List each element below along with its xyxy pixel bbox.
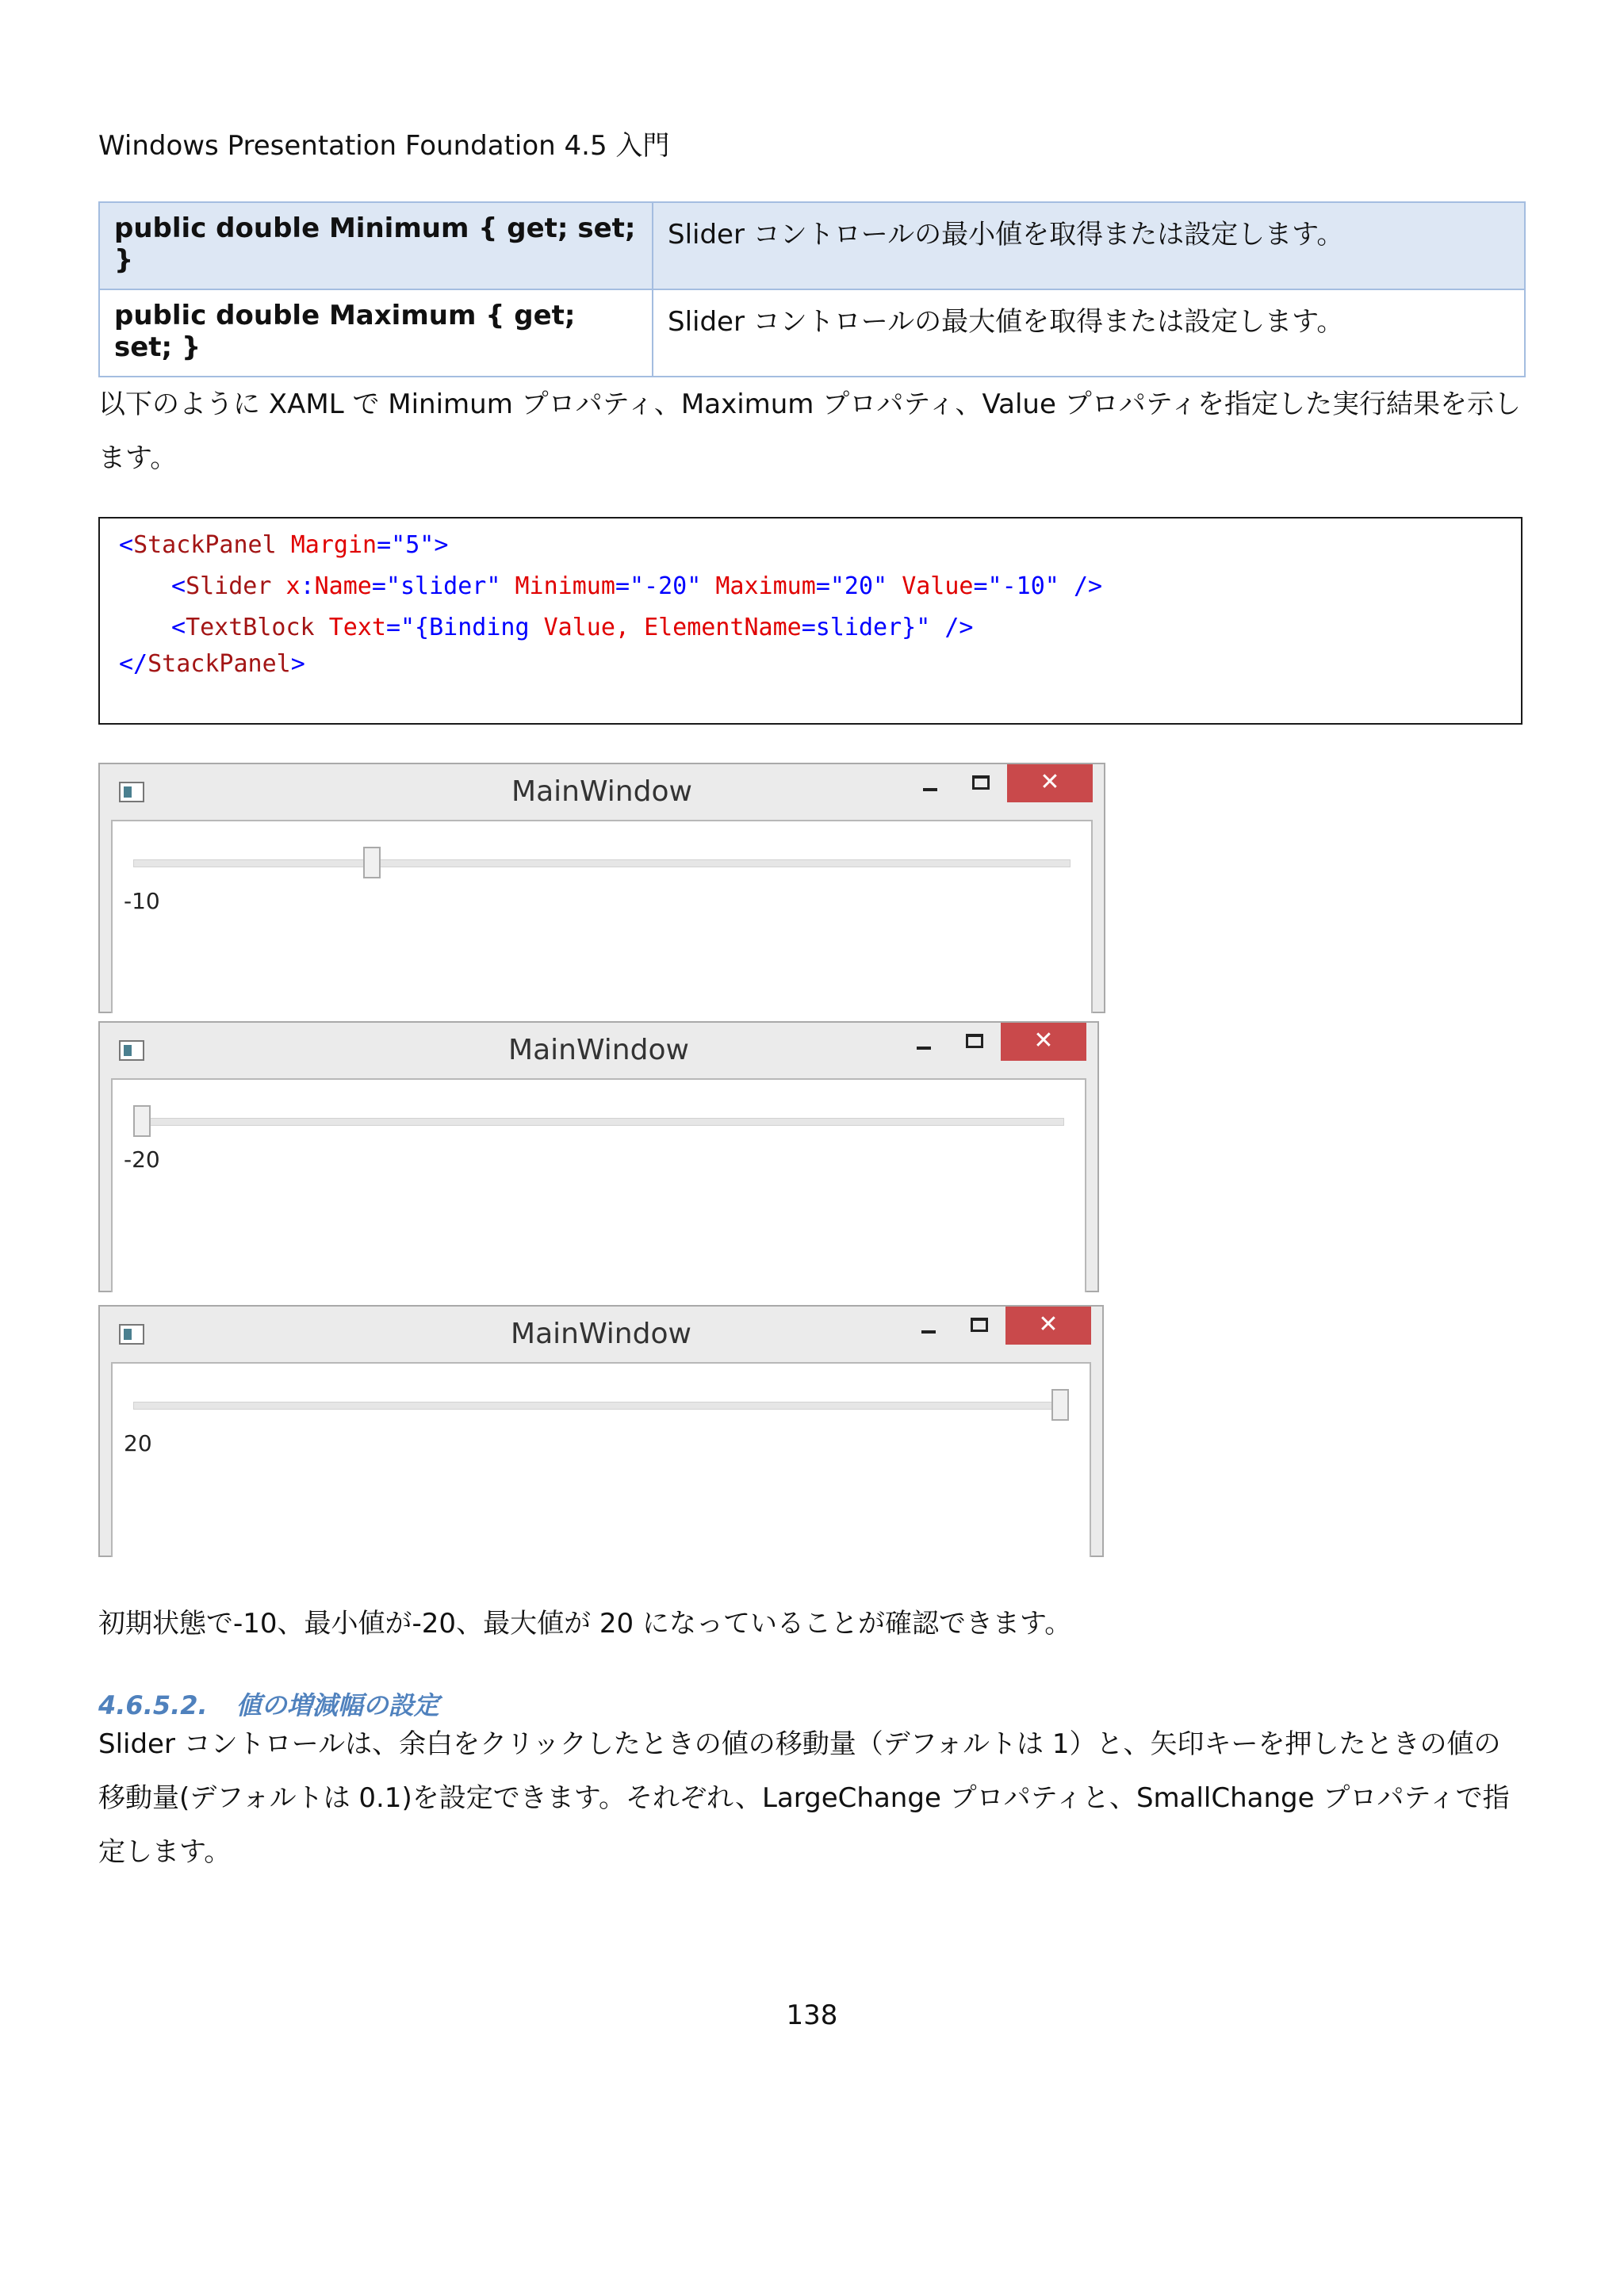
code-attr: Minimum (515, 572, 615, 600)
code-attr: x (285, 572, 301, 600)
close-button[interactable]: ✕ (1005, 1307, 1091, 1345)
result-paragraph: 初期状態で-10、最小値が-20、最大値が 20 になっていることが確認できます。 (98, 1608, 1072, 1640)
maximize-icon[interactable] (966, 1034, 983, 1048)
window-client-area (111, 820, 1093, 1013)
maximize-icon[interactable] (972, 775, 990, 790)
slider-value-text: 20 (124, 1430, 152, 1456)
code-punct: : (300, 572, 315, 600)
window-title: MainWindow (511, 1318, 691, 1350)
table-row (99, 202, 1525, 289)
property-signature: public double Minimum { get; set; } (99, 202, 653, 289)
window-title: MainWindow (511, 775, 692, 808)
code-punct: < (171, 572, 186, 600)
code-line (171, 614, 974, 641)
code-punct: /> (1073, 572, 1103, 600)
code-attr: Margin (290, 531, 377, 559)
code-punct: </ (119, 650, 148, 678)
code-punct: < (119, 531, 134, 559)
code-punct: > (290, 650, 305, 678)
code-value: ="5" (377, 531, 435, 559)
body-paragraph (98, 1717, 1526, 1879)
code-punct: /> (944, 614, 974, 641)
body-line: Slider コントロールは、余白をクリックしたときの値の移動量（デフォルトは 1）と、矢印キーを押したときの値の (98, 1728, 1501, 1760)
code-tag: Slider (186, 572, 272, 600)
table-row (99, 289, 1525, 377)
page-number: 138 (786, 1999, 838, 2031)
code-attr: ElementName (644, 614, 802, 641)
code-block (98, 517, 1522, 725)
section-number: 4.6.5.2. (98, 1690, 208, 1720)
code-tag: StackPanel (133, 531, 277, 559)
maximize-icon[interactable] (971, 1318, 988, 1332)
slider-thumb[interactable] (1051, 1389, 1069, 1421)
body-line: 定します。 (98, 1836, 232, 1868)
slider-thumb[interactable] (133, 1105, 151, 1137)
code-line (119, 650, 305, 678)
main-window-screenshot (98, 1305, 1104, 1557)
code-attr: Name (314, 572, 372, 600)
code-tag: TextBlock (186, 614, 315, 641)
page-header: Windows Presentation Foundation 4.5 入門 (98, 130, 670, 162)
slider-thumb[interactable] (363, 847, 381, 878)
body-line: 移動量(デフォルトは 0.1)を設定できます。それぞれ、LargeChange プロパティと、SmallChange プロパティで指 (98, 1782, 1510, 1814)
intro-line: ます。 (98, 442, 178, 474)
code-punct: > (434, 531, 449, 559)
slider-value-text: -20 (124, 1146, 160, 1173)
code-value: =slider}" (801, 614, 931, 641)
close-button[interactable]: ✕ (1007, 764, 1093, 802)
code-value: ="-10" (973, 572, 1059, 600)
window-client-area (111, 1078, 1086, 1292)
property-table (98, 201, 1526, 377)
slider-track[interactable] (133, 1402, 1069, 1410)
code-punct: < (171, 614, 186, 641)
slider-track[interactable] (133, 859, 1071, 867)
minimize-icon[interactable] (921, 1330, 936, 1334)
main-window-screenshot (98, 1021, 1099, 1292)
slider-value-text: -10 (124, 888, 160, 914)
minimize-icon[interactable] (917, 1047, 931, 1050)
code-attr: Value (902, 572, 974, 600)
property-description: Slider コントロールの最大値を取得または設定します。 (653, 289, 1525, 377)
code-tag: StackPanel (147, 650, 291, 678)
code-attr: Text (328, 614, 386, 641)
intro-paragraph (98, 377, 1526, 485)
window-client-area (111, 1362, 1091, 1557)
close-button[interactable]: ✕ (1001, 1023, 1086, 1061)
window-title: MainWindow (508, 1034, 689, 1066)
property-signature: public double Maximum { get; set; } (99, 289, 653, 377)
code-value: ="20" (815, 572, 888, 600)
code-value: ="slider" (371, 572, 501, 600)
code-line (171, 572, 1102, 600)
code-line (119, 531, 448, 559)
code-value: ="-20" (615, 572, 702, 600)
minimize-icon[interactable] (923, 788, 937, 791)
slider-track[interactable] (133, 1118, 1064, 1126)
code-attr: Value, (543, 614, 630, 641)
main-window-screenshot (98, 763, 1105, 1013)
code-value: ="{Binding (385, 614, 530, 641)
intro-line: 以下のように XAML で Minimum プロパティ、Maximum プロパティ、Value プロパティを指定した実行結果を示し (98, 388, 1521, 420)
code-attr: Maximum (715, 572, 816, 600)
section-title: 値の増減幅の設定 (236, 1690, 439, 1720)
property-description: Slider コントロールの最小値を取得または設定します。 (653, 202, 1525, 289)
